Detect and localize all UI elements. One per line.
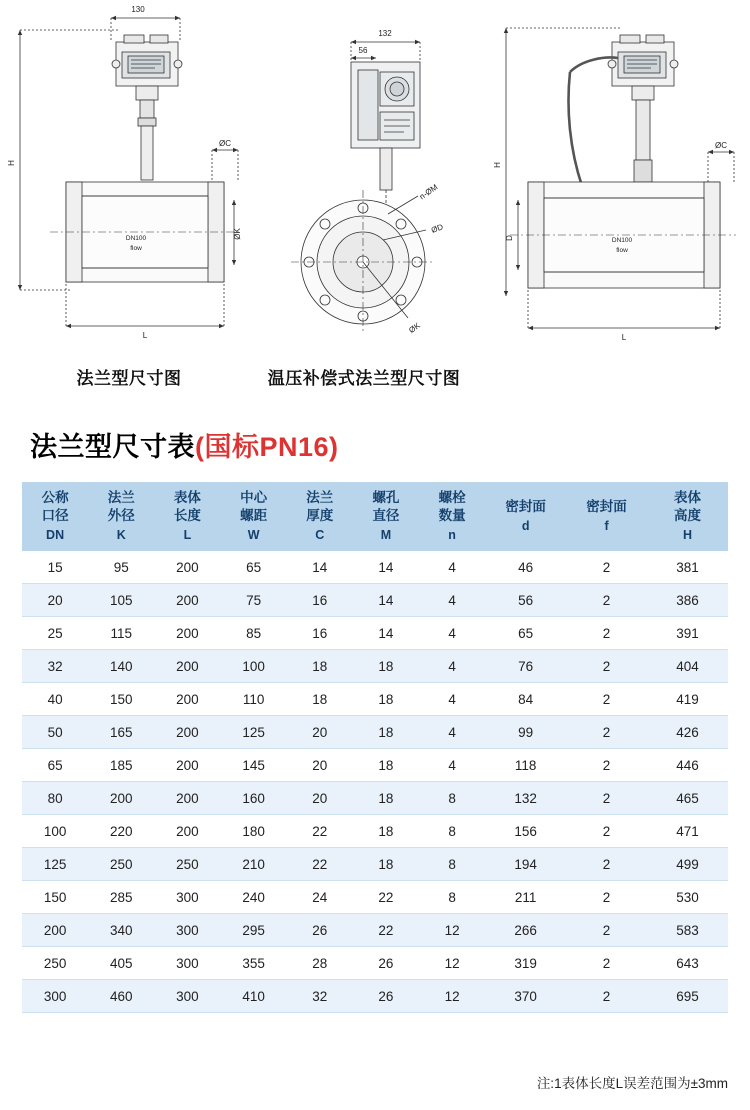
table-cell-k: 405 (88, 947, 154, 980)
drawing-temp-press-compensated (258, 0, 470, 400)
table-cell-m: 14 (353, 584, 419, 617)
table-cell-l: 200 (154, 650, 220, 683)
table-cell-m: 14 (353, 617, 419, 650)
table-cell-dn: 300 (22, 980, 88, 1013)
table-cell-d: 56 (485, 584, 566, 617)
dimension-table-wrap (22, 482, 728, 1013)
table-cell-c: 18 (287, 683, 353, 716)
table-cell-n: 4 (419, 551, 485, 584)
col-header-cn-line1: 密封面 (505, 498, 546, 514)
dim-bolt-holes-nM: n-ØM (417, 182, 440, 202)
col-header-cn-line1: 密封面 (586, 498, 627, 514)
page-title-main: 法兰型尺寸表 (30, 432, 195, 462)
table-col-header-l (154, 482, 220, 551)
dim-bore-K: ØK (233, 228, 242, 240)
table-cell-w: 75 (221, 584, 287, 617)
table-col-header-f (566, 482, 647, 551)
table-row (22, 980, 728, 1013)
dim-top-130: 130 (131, 5, 145, 14)
table-cell-w: 125 (221, 716, 287, 749)
table-cell-l: 200 (154, 716, 220, 749)
table-row (22, 914, 728, 947)
table-cell-n: 4 (419, 584, 485, 617)
col-header-cn-line1: 螺栓 (438, 490, 466, 505)
dim-height-H-side: H (493, 162, 502, 168)
table-cell-n: 8 (419, 848, 485, 881)
table-cell-w: 100 (221, 650, 287, 683)
table-row (22, 551, 728, 584)
table-col-header-n (419, 482, 485, 551)
table-cell-k: 165 (88, 716, 154, 749)
dim-diameter-C-side: ØC (715, 141, 727, 150)
table-cell-f: 2 (566, 584, 647, 617)
table-row (22, 881, 728, 914)
col-header-cn-line2: 数量 (438, 507, 466, 523)
table-body (22, 551, 728, 1013)
table-cell-w: 295 (221, 914, 287, 947)
table-cell-k: 150 (88, 683, 154, 716)
table-cell-w: 240 (221, 881, 287, 914)
table-cell-h: 381 (647, 551, 728, 584)
table-cell-w: 180 (221, 815, 287, 848)
table-row (22, 815, 728, 848)
table-cell-n: 12 (419, 947, 485, 980)
table-row (22, 716, 728, 749)
table-cell-l: 300 (154, 947, 220, 980)
table-cell-m: 18 (353, 650, 419, 683)
table-col-header-d (485, 482, 566, 551)
table-cell-c: 20 (287, 716, 353, 749)
body-label-dn100: DN100 (125, 235, 147, 242)
table-cell-h: 419 (647, 683, 728, 716)
col-header-symbol: n (448, 527, 456, 542)
table-cell-d: 194 (485, 848, 566, 881)
table-cell-l: 200 (154, 551, 220, 584)
table-header-row (22, 482, 728, 551)
drawing-flange-type-side (470, 0, 750, 400)
table-row (22, 584, 728, 617)
table-cell-w: 410 (221, 980, 287, 1013)
table-note: 注:1表体长度L误差范围为±3mm (536, 1076, 728, 1091)
table-cell-w: 210 (221, 848, 287, 881)
table-cell-f: 2 (566, 980, 647, 1013)
table-cell-d: 319 (485, 947, 566, 980)
col-header-cn-line1: 法兰 (107, 490, 135, 505)
dim-diameter-C: ØC (219, 139, 231, 148)
table-cell-h: 583 (647, 914, 728, 947)
table-cell-l: 300 (154, 980, 220, 1013)
table-cell-l: 200 (154, 584, 220, 617)
col-header-cn-line2: 螺距 (240, 507, 268, 523)
table-cell-d: 46 (485, 551, 566, 584)
table-cell-h: 391 (647, 617, 728, 650)
table-cell-m: 18 (353, 815, 419, 848)
table-cell-l: 300 (154, 914, 220, 947)
table-cell-c: 14 (287, 551, 353, 584)
table-cell-m: 22 (353, 881, 419, 914)
table-cell-w: 65 (221, 551, 287, 584)
table-row (22, 617, 728, 650)
table-cell-f: 2 (566, 683, 647, 716)
col-header-symbol: d (521, 518, 530, 533)
table-cell-d: 156 (485, 815, 566, 848)
col-header-cn-line1: 螺孔 (372, 490, 400, 505)
table-cell-m: 18 (353, 749, 419, 782)
table-row (22, 650, 728, 683)
table-cell-d: 65 (485, 617, 566, 650)
table-cell-w: 110 (221, 683, 287, 716)
table-cell-c: 24 (287, 881, 353, 914)
table-cell-n: 8 (419, 881, 485, 914)
table-cell-f: 2 (566, 848, 647, 881)
table-cell-dn: 20 (22, 584, 88, 617)
table-cell-dn: 40 (22, 683, 88, 716)
table-cell-h: 695 (647, 980, 728, 1013)
caption-flange-type: 法兰型尺寸图 (76, 369, 182, 388)
table-cell-dn: 250 (22, 947, 88, 980)
table-cell-d: 211 (485, 881, 566, 914)
col-header-cn-line2: 外径 (107, 507, 135, 523)
dim-length-L-side: L (621, 333, 627, 342)
table-cell-h: 386 (647, 584, 728, 617)
table-cell-d: 84 (485, 683, 566, 716)
table-cell-h: 465 (647, 782, 728, 815)
col-header-symbol: K (116, 527, 126, 542)
col-header-cn-line2: 长度 (173, 507, 201, 523)
col-header-cn-line1: 表体 (673, 490, 701, 505)
body-label-dn100-side: DN100 (611, 237, 633, 244)
table-cell-c: 20 (287, 749, 353, 782)
col-header-symbol: H (682, 527, 692, 542)
drawing-flange-type (0, 0, 258, 400)
table-cell-l: 200 (154, 749, 220, 782)
table-cell-f: 2 (566, 650, 647, 683)
col-header-cn-line2: 厚度 (306, 507, 334, 523)
col-header-cn-line2: 口径 (41, 507, 69, 523)
table-row (22, 749, 728, 782)
table-cell-m: 14 (353, 551, 419, 584)
table-cell-dn: 100 (22, 815, 88, 848)
table-row (22, 782, 728, 815)
col-header-symbol: W (247, 527, 260, 542)
table-cell-dn: 150 (22, 881, 88, 914)
table-cell-n: 12 (419, 914, 485, 947)
table-header (22, 482, 728, 551)
table-cell-d: 370 (485, 980, 566, 1013)
table-cell-c: 22 (287, 815, 353, 848)
table-cell-f: 2 (566, 716, 647, 749)
temp-press-compensated-svg (258, 0, 470, 360)
table-cell-c: 26 (287, 914, 353, 947)
table-cell-n: 8 (419, 782, 485, 815)
table-cell-d: 118 (485, 749, 566, 782)
drawings-section (0, 0, 750, 400)
table-col-header-k (88, 482, 154, 551)
table-cell-n: 4 (419, 716, 485, 749)
table-cell-k: 340 (88, 914, 154, 947)
dim-D-side: D (505, 235, 514, 241)
table-row (22, 683, 728, 716)
table-cell-k: 200 (88, 782, 154, 815)
table-cell-n: 4 (419, 650, 485, 683)
table-cell-f: 2 (566, 815, 647, 848)
table-cell-dn: 32 (22, 650, 88, 683)
table-cell-k: 95 (88, 551, 154, 584)
table-col-header-w (221, 482, 287, 551)
table-cell-l: 200 (154, 683, 220, 716)
col-header-cn-line2: 高度 (673, 507, 701, 523)
table-cell-m: 26 (353, 947, 419, 980)
body-label-flow-side: flow (616, 247, 628, 254)
dim-top-132: 132 (378, 29, 392, 38)
table-cell-c: 16 (287, 584, 353, 617)
page-title-accent: (国标PN16) (195, 432, 339, 462)
table-cell-dn: 65 (22, 749, 88, 782)
table-cell-l: 300 (154, 881, 220, 914)
table-cell-k: 115 (88, 617, 154, 650)
table-cell-d: 132 (485, 782, 566, 815)
table-cell-dn: 25 (22, 617, 88, 650)
table-cell-c: 28 (287, 947, 353, 980)
table-cell-w: 145 (221, 749, 287, 782)
dim-height-H: H (7, 160, 16, 166)
table-cell-f: 2 (566, 881, 647, 914)
table-cell-dn: 50 (22, 716, 88, 749)
table-cell-h: 426 (647, 716, 728, 749)
table-cell-w: 355 (221, 947, 287, 980)
table-cell-c: 16 (287, 617, 353, 650)
table-cell-dn: 125 (22, 848, 88, 881)
table-cell-w: 160 (221, 782, 287, 815)
col-header-symbol: C (315, 527, 325, 542)
table-cell-d: 266 (485, 914, 566, 947)
table-cell-f: 2 (566, 749, 647, 782)
table-cell-l: 200 (154, 782, 220, 815)
table-cell-l: 200 (154, 617, 220, 650)
col-header-cn-line1: 公称 (41, 490, 69, 505)
table-cell-n: 4 (419, 749, 485, 782)
table-cell-k: 460 (88, 980, 154, 1013)
col-header-symbol: M (380, 527, 392, 542)
table-cell-m: 18 (353, 683, 419, 716)
table-cell-dn: 200 (22, 914, 88, 947)
table-col-header-c (287, 482, 353, 551)
body-label-flow: flow (130, 245, 142, 252)
table-cell-dn: 15 (22, 551, 88, 584)
table-cell-m: 18 (353, 848, 419, 881)
table-cell-d: 99 (485, 716, 566, 749)
table-cell-h: 530 (647, 881, 728, 914)
table-cell-c: 18 (287, 650, 353, 683)
table-cell-dn: 80 (22, 782, 88, 815)
dim-flange-K: ØK (407, 320, 422, 335)
col-header-cn-line1: 中心 (240, 490, 268, 505)
table-col-header-dn (22, 482, 88, 551)
col-header-cn-line2: 直径 (372, 507, 400, 523)
col-header-symbol: DN (46, 527, 65, 542)
table-cell-k: 185 (88, 749, 154, 782)
table-cell-f: 2 (566, 551, 647, 584)
table-cell-l: 250 (154, 848, 220, 881)
table-cell-k: 140 (88, 650, 154, 683)
table-cell-m: 18 (353, 782, 419, 815)
table-cell-f: 2 (566, 782, 647, 815)
table-cell-k: 220 (88, 815, 154, 848)
table-cell-h: 499 (647, 848, 728, 881)
table-cell-h: 471 (647, 815, 728, 848)
table-cell-c: 32 (287, 980, 353, 1013)
flange-type-svg (0, 0, 258, 360)
table-cell-f: 2 (566, 617, 647, 650)
dim-length-L: L (142, 331, 148, 340)
table-cell-m: 26 (353, 980, 419, 1013)
table-cell-n: 8 (419, 815, 485, 848)
table-cell-c: 22 (287, 848, 353, 881)
table-cell-n: 4 (419, 617, 485, 650)
table-cell-w: 85 (221, 617, 287, 650)
col-header-symbol: L (183, 527, 192, 542)
table-cell-k: 250 (88, 848, 154, 881)
table-cell-h: 404 (647, 650, 728, 683)
page-title (30, 425, 339, 464)
table-cell-f: 2 (566, 947, 647, 980)
col-header-cn-line1: 法兰 (306, 490, 334, 505)
table-cell-l: 200 (154, 815, 220, 848)
col-header-symbol: f (604, 518, 609, 533)
table-cell-d: 76 (485, 650, 566, 683)
table-row (22, 947, 728, 980)
flange-type-side-svg (470, 0, 750, 360)
table-cell-h: 446 (647, 749, 728, 782)
table-cell-n: 4 (419, 683, 485, 716)
dimension-table (22, 482, 728, 1013)
table-cell-c: 20 (287, 782, 353, 815)
table-cell-h: 643 (647, 947, 728, 980)
table-cell-m: 18 (353, 716, 419, 749)
table-cell-m: 22 (353, 914, 419, 947)
table-row (22, 848, 728, 881)
table-cell-n: 12 (419, 980, 485, 1013)
table-col-header-h (647, 482, 728, 551)
dim-flange-D: ØD (429, 222, 445, 235)
table-cell-k: 285 (88, 881, 154, 914)
table-cell-k: 105 (88, 584, 154, 617)
table-cell-f: 2 (566, 914, 647, 947)
dim-56: 56 (358, 46, 368, 55)
col-header-cn-line1: 表体 (173, 490, 201, 505)
caption-temp-press-compensated: 温压补偿式法兰型尺寸图 (267, 369, 461, 388)
table-col-header-m (353, 482, 419, 551)
